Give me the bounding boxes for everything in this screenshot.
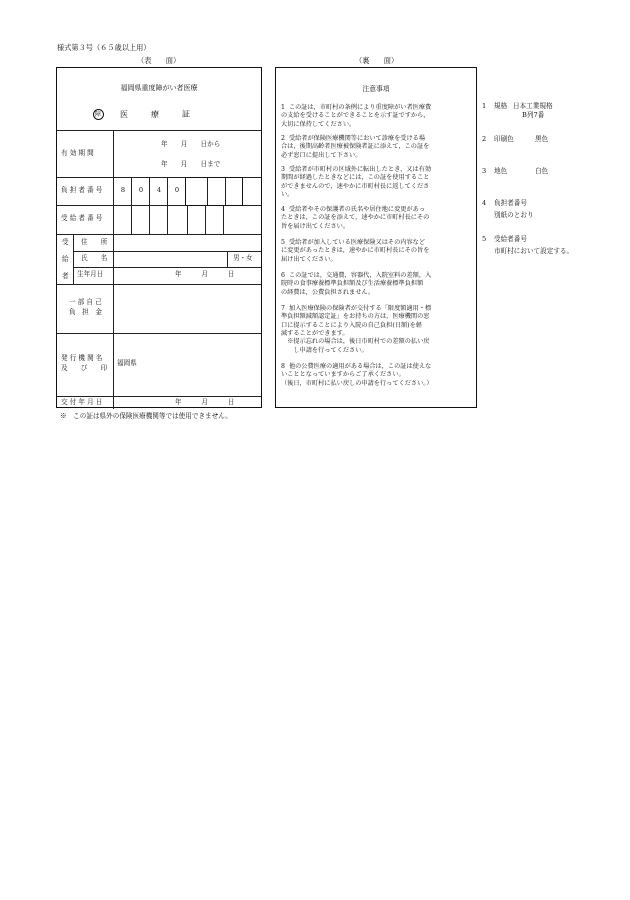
notice-line: の支給を受けることができることを示す証ですから，	[281, 112, 430, 120]
footnote: ※ この証は県外の保険医療機関等では使用できません。	[60, 412, 232, 420]
recipient-side-char: 給	[62, 255, 69, 263]
notice-item	[281, 166, 473, 199]
notice-line: 他の公費医療の適用がある場合は，この証は使えな	[288, 363, 432, 370]
notice-number: 3	[281, 166, 285, 173]
divider	[57, 234, 261, 235]
side-column-line	[73, 234, 74, 284]
digit-divider	[167, 205, 168, 234]
card-name: 障 医 療 証	[94, 109, 191, 119]
notice-number: 8	[281, 363, 285, 370]
digit-divider	[131, 205, 132, 234]
digit-divider	[149, 177, 150, 205]
notice-line: の経費は，公費負担されません。	[281, 288, 375, 296]
back-card	[275, 67, 477, 408]
divider	[73, 267, 261, 268]
spec-item	[482, 136, 514, 144]
notice-item	[281, 135, 473, 160]
issuer-label: 発 行 機 関 名	[61, 354, 103, 362]
digit-divider	[167, 177, 168, 205]
payer-check-box	[185, 177, 243, 206]
notice-line: 受給者やその保護者の氏名や居住地に変更があっ	[288, 206, 425, 213]
form-number: 様式第３号（６５歳以上用）	[57, 43, 151, 52]
spec-label: 負担者番号	[494, 199, 527, 207]
divider	[57, 284, 261, 285]
notice-item	[281, 239, 473, 264]
payer-digit: 8	[120, 186, 126, 194]
back-side-label: （裏 面）	[355, 56, 399, 65]
birth-value: 年 月 日	[175, 270, 235, 278]
notice-line: 合は，後期高齢者医療被保険者証に添えて，この証を	[281, 143, 430, 151]
issuer-label: 及 び 印	[61, 364, 108, 372]
spec-label: 印刷色	[494, 135, 514, 143]
notice-number: 7	[281, 305, 285, 312]
spec-value: B列7番	[522, 111, 545, 119]
notice-line: ができませんので，速やかに市町村長に返してくださ	[281, 182, 430, 190]
notice-line: 旨を届け出てください。	[281, 222, 350, 230]
notice-line: 大切に保持してください。	[281, 120, 356, 128]
digit-divider	[131, 177, 132, 205]
spec-value: 黒色	[535, 135, 549, 143]
recipient-side-char: 受	[62, 238, 69, 246]
digit-divider	[223, 205, 224, 234]
card-title: 福岡県重度障がい者医療	[120, 84, 198, 92]
spec-number: 2	[482, 135, 487, 143]
divider	[57, 130, 261, 131]
spec-value: 日本工業規格	[513, 102, 553, 110]
notice-number: 1	[281, 104, 285, 111]
notice-line: いこととなっていますからご了承ください。	[281, 371, 405, 379]
front-side-label: （表 面）	[137, 56, 181, 65]
notice-item	[281, 272, 473, 297]
notice-item	[281, 206, 473, 231]
notice-line: し申請を行ってください。	[281, 346, 368, 354]
notice-line: ※提示忘れの場合は，後日市町村での差額の払い戻	[281, 338, 430, 346]
payer-digit: 4	[156, 186, 162, 194]
copay-label: 一 部 自 己	[69, 298, 102, 306]
divider	[57, 333, 261, 334]
spec-item	[482, 103, 507, 111]
payer-digit: 0	[138, 186, 144, 194]
spec-number: 5	[482, 235, 487, 243]
notice-line: 受給者が保険医療機関等において診療を受ける場	[288, 135, 426, 142]
notice-line: 期間が経過したときなどには，この証を使用すること	[281, 174, 430, 182]
spec-number: 1	[482, 102, 487, 110]
notice-line: 受給者が市町村の区域外に転出したとき，又は有効	[288, 166, 432, 173]
divider	[73, 251, 261, 252]
payer-digit: 0	[174, 186, 180, 194]
notice-line: 減することができます。	[281, 330, 349, 338]
notice-line: この証では，交通費，容器代，入院室料の差額，入	[288, 272, 432, 279]
notice-number: 4	[281, 206, 285, 213]
issuer-value: 福岡県	[117, 359, 137, 367]
front-card	[56, 67, 262, 408]
notice-number: 6	[281, 272, 285, 279]
copay-label: 負 担 金	[69, 308, 102, 316]
spec-label: 受給者番号	[494, 235, 527, 243]
notice-title: 注意事項	[362, 85, 390, 93]
notice-line: 受給者が加入している医療保険又はその内容など	[288, 239, 426, 246]
spec-item	[482, 168, 507, 176]
digit-divider	[149, 205, 150, 234]
notice-line: 準負担額減額認定証」をお持ちの方は，医療機関の窓	[281, 313, 430, 321]
seal-mark: 障	[94, 111, 102, 118]
notice-line: 届け出てください。	[281, 255, 337, 263]
notice-item	[281, 305, 473, 355]
address-label: 住 所	[81, 238, 108, 246]
issue-date-value: 年 月 日	[175, 398, 235, 406]
spec-item	[482, 200, 527, 208]
payer-number-label: 負 担 者 番 号	[61, 186, 103, 194]
notice-line: 必ず窓口に提出して下さい。	[281, 151, 362, 159]
recipient-number-label: 受 給 者 番 号	[61, 214, 103, 222]
digit-divider	[205, 205, 206, 234]
notice-item	[281, 104, 473, 129]
spec-value: 市町村において設定する。	[494, 247, 574, 255]
spec-number: 4	[482, 199, 487, 207]
sex-divider	[227, 251, 228, 267]
recipient-side-char: 者	[62, 272, 69, 280]
notice-line: い。	[281, 191, 294, 199]
notice-line: たときは，この証を添えて，速やかに市町村長にその	[281, 214, 430, 222]
notice-number: 2	[281, 135, 285, 142]
validity-label: 有 効 期 間	[61, 149, 94, 157]
validity-to: 年 月 日まで	[161, 160, 221, 168]
spec-item	[482, 236, 527, 244]
validity-from: 年 月 日から	[161, 140, 221, 148]
divider	[57, 396, 261, 397]
spec-number: 3	[482, 167, 487, 175]
notice-line: 加入医療保険の保険者が交付する「限度額適用・標	[288, 305, 432, 312]
issue-date-label: 交 付 年 月 日	[61, 398, 103, 406]
digit-divider	[187, 205, 188, 234]
sex-label: 男・女	[233, 254, 253, 262]
notice-line: に変更があったときは，速やかに市町村長にその旨を	[281, 247, 430, 255]
birth-label: 生年月日	[77, 270, 104, 278]
notice-line: （後日，市町村に払い戻しの申請を行ってください。）	[281, 379, 433, 387]
spec-value: 白色	[535, 167, 549, 175]
notice-line: この証は，市町村の条例により重度障がい者医療費	[288, 104, 432, 111]
label-column-line	[113, 130, 114, 409]
name-label: 氏 名	[81, 254, 108, 262]
spec-label: 地色	[494, 167, 508, 175]
notice-number: 5	[281, 239, 285, 246]
notice-line: 口に提示することにより入院の自己負担(日額)を軽	[281, 321, 422, 329]
spec-value: 別紙のとおり	[494, 211, 534, 219]
notice-line: 院時の食事療養標準負担額及び生活療養標準負担額	[281, 280, 424, 288]
spec-label: 規格	[494, 102, 508, 110]
notice-item	[281, 363, 473, 388]
